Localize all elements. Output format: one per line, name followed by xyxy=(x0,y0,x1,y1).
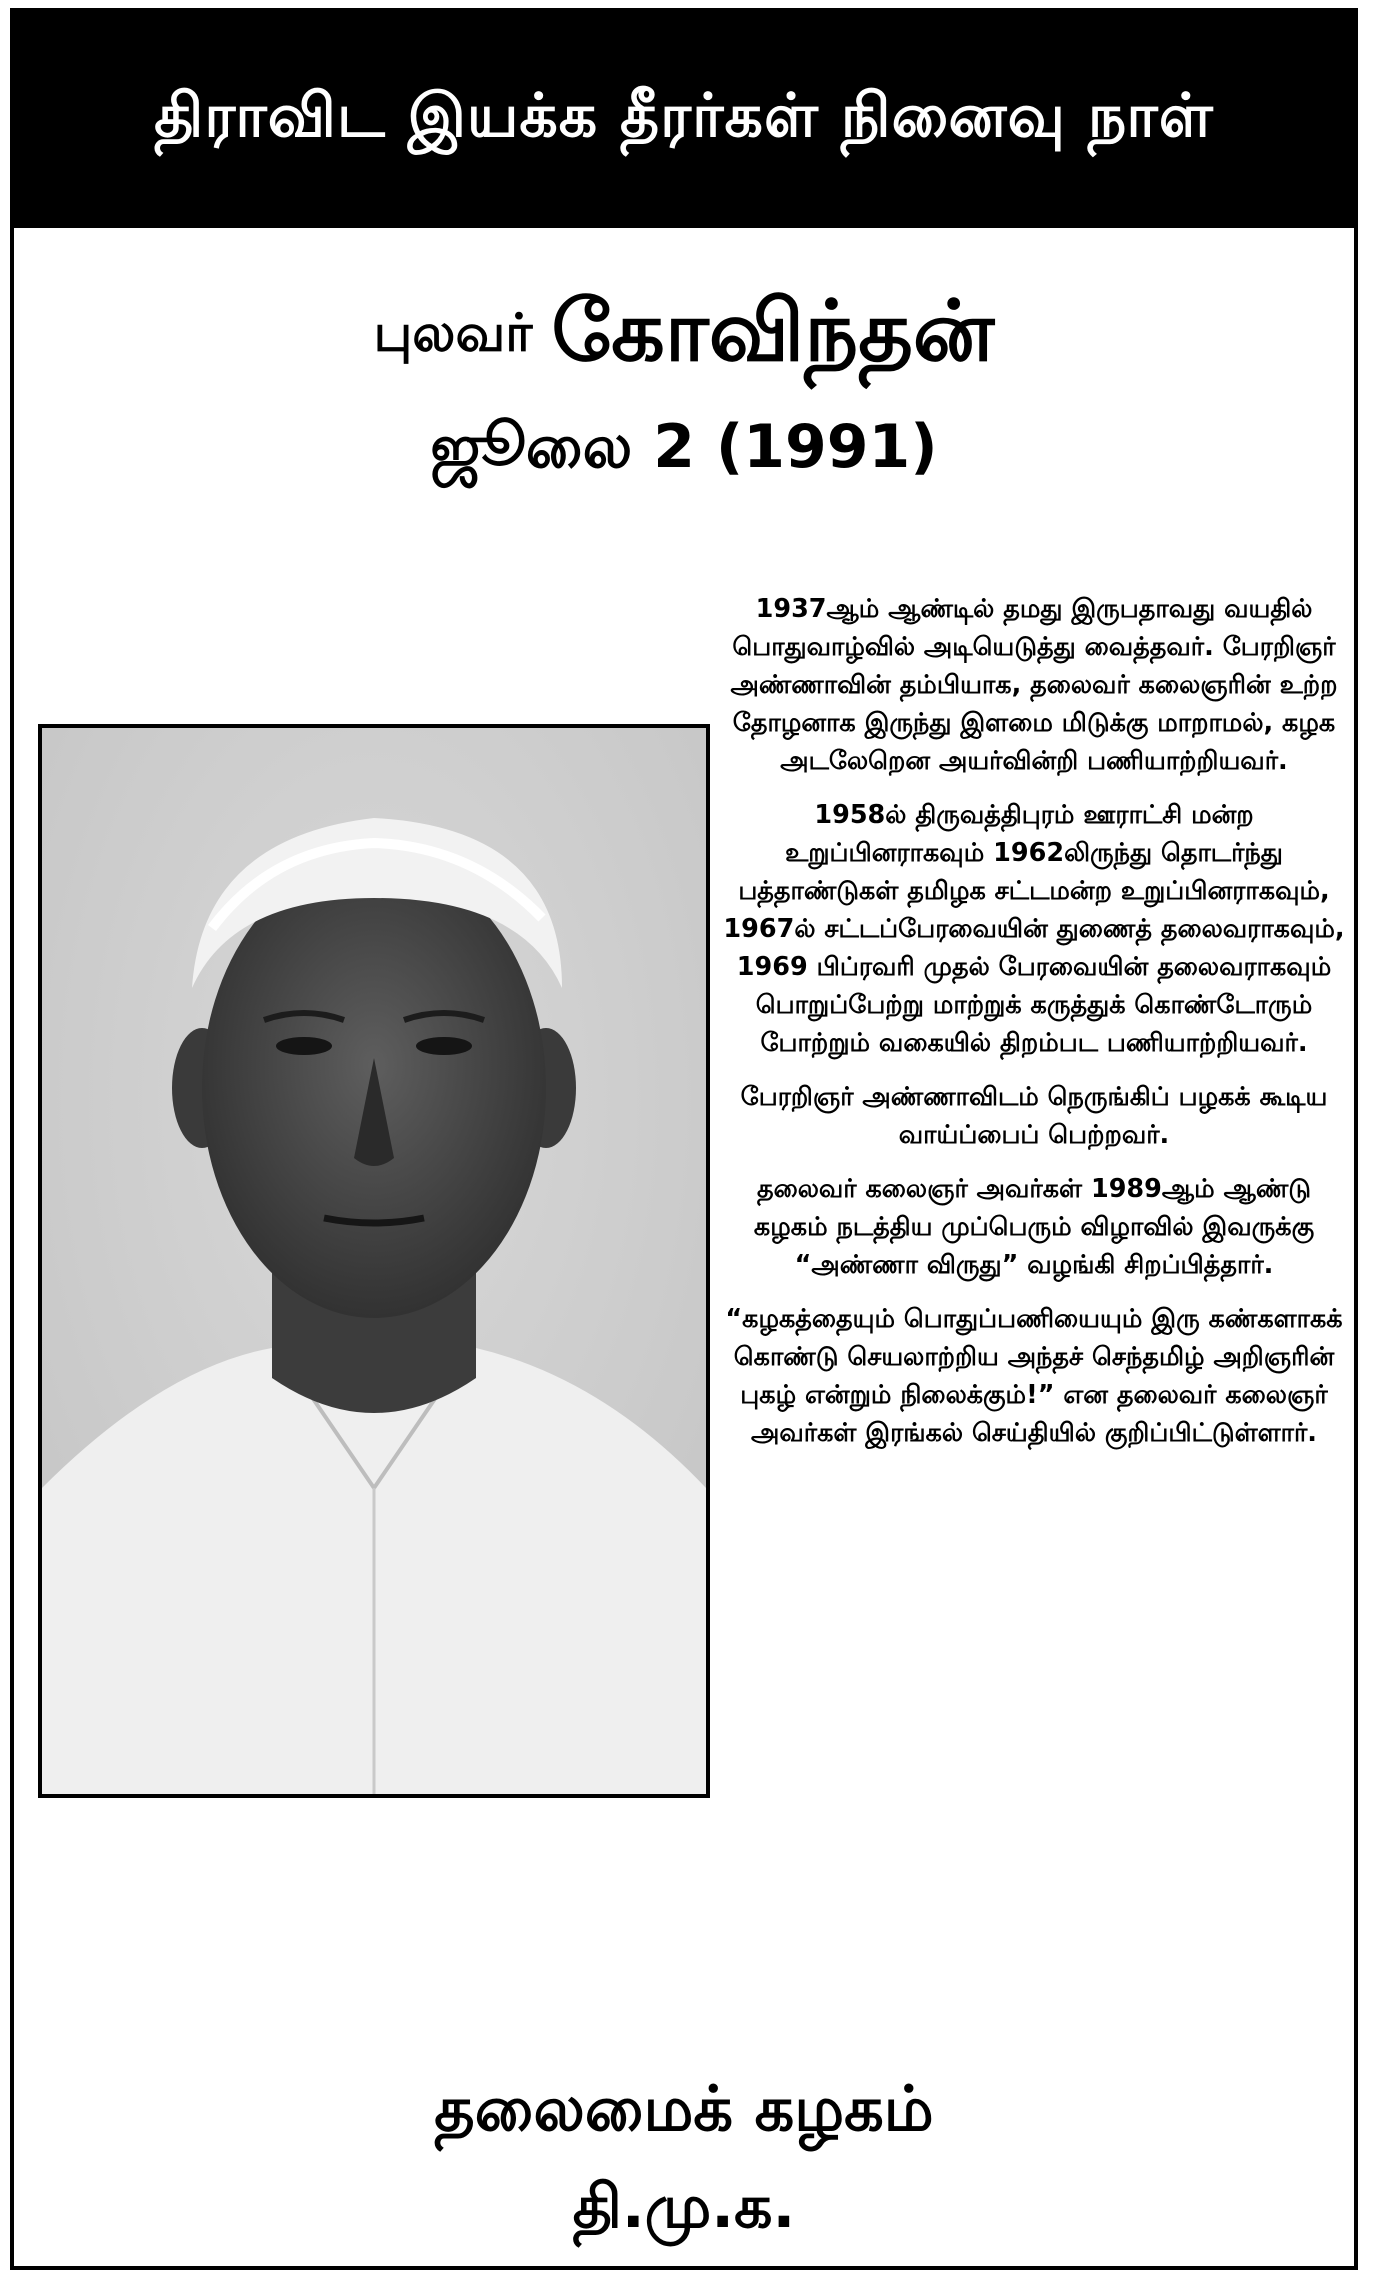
portrait-illustration xyxy=(42,728,706,1794)
bio-paragraph: “கழகத்தையும் பொதுப்பணியையும் இரு கண்களாகக் கொண்டு செயலாற்றிய அந்தச் செந்தமிழ் அறிஞரின் புகழ் என்றும் நிலைக்கும்!” என தலைவர் கலைஞர் அவர்கள் இரங்கல் செய்தியில் குறிப்பிட்டுள்ளார். xyxy=(725,1304,1343,1448)
person-name: கோவிந்தன் xyxy=(551,282,995,380)
header-banner xyxy=(14,12,1354,228)
notice-frame xyxy=(10,8,1358,2270)
bio-paragraph: தலைவர் கலைஞர் அவர்கள் 1989ஆம் ஆண்டு கழகம் நடத்திய முப்பெரும் விழாவில் இவருக்கு “அண்ணா விருது” வழங்கி சிறப்பித்தார். xyxy=(753,1174,1315,1280)
bio-paragraph: பேரறிஞர் அண்ணாவிடம் நெருங்கிப் பழகக் கூடிய வாய்ப்பைப் பெற்றவர். xyxy=(740,1082,1328,1150)
footer-organization: தலைமைக் கழகம் xyxy=(434,2072,934,2145)
person-title-prefix: புலவர் xyxy=(373,303,533,364)
footer-party-name: தி.மு.க. xyxy=(572,2172,796,2242)
header-title: திராவிட இயக்க தீரர்கள் நினைவு நாள் xyxy=(154,81,1214,151)
memorial-date: ஜூலை 2 (1991) xyxy=(430,412,938,482)
portrait-photo xyxy=(38,724,710,1798)
biography xyxy=(720,590,1348,1468)
bio-paragraph: 1958ல் திருவத்திபுரம் ஊராட்சி மன்ற உறுப்பினராகவும் 1962லிருந்து தொடர்ந்து பத்தாண்டுகள் தமிழக சட்டமன்ற உறுப்பினராகவும், 1967ல் சட்டப்பேரவையின் துணைத் தலைவராகவும், 1969 பிப்ரவரி முதல் பேரவையின் தலைவராகவும் பொறுப்பேற்று மாற்றுக் கருத்துக் கொண்டோரும் போற்றும் வகையில் திறம்பட பணியாற்றியவர். xyxy=(723,800,1345,1058)
bio-paragraph: 1937ஆம் ஆண்டில் தமது இருபதாவது வயதில் பொதுவாழ்வில் அடியெடுத்து வைத்தவர். பேரறிஞர் அண்ணாவின் தம்பியாக, தலைவர் கலைஞரின் உற்ற தோழனாக இருந்து இளமை மிடுக்கு மாறாமல், கழக அடலேறென அயர்வின்றி பணியாற்றியவர். xyxy=(730,594,1338,776)
person-name-line xyxy=(14,282,1354,392)
